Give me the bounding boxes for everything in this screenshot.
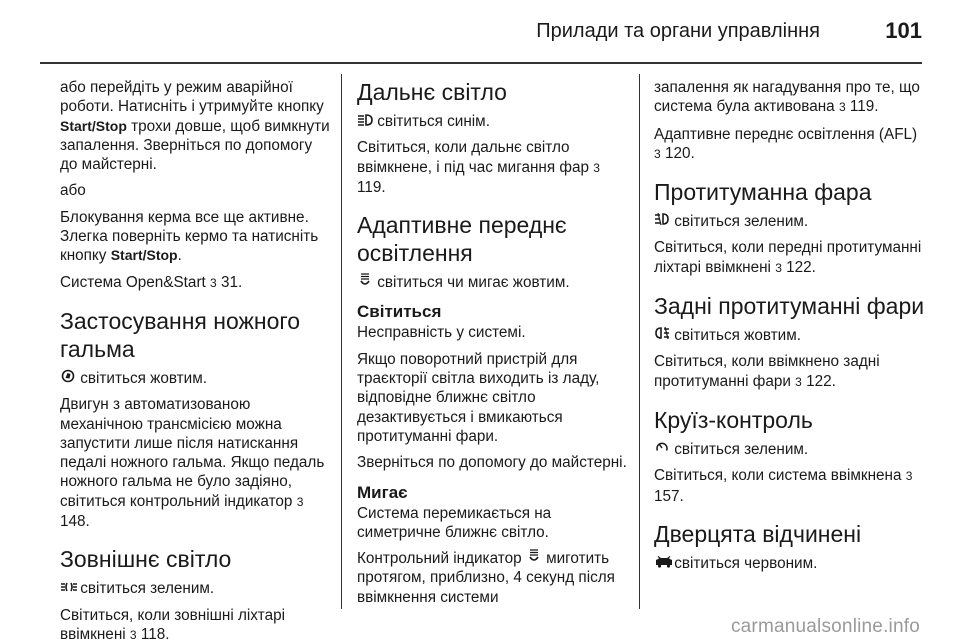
page-title: Прилади та органи управління: [536, 20, 820, 42]
watermark: carmanualsonline.info: [730, 616, 920, 637]
cruise-control-icon: [654, 440, 670, 459]
paragraph: Світиться, коли зовнішні ліхтарі ввімкнені 3 118.: [60, 606, 286, 642]
section-heading: Зовнішнє світло: [60, 546, 232, 573]
column-divider: [639, 74, 640, 609]
subsection-heading: Мигає: [357, 482, 408, 502]
indicator-line: світиться зеленим.: [654, 440, 926, 459]
adaptive-light-icon: [526, 549, 542, 568]
front-fog-light-icon: [654, 212, 670, 231]
exterior-light-icon: [60, 579, 76, 598]
paragraph: запалення як нагадування про те, що система була активована 3 119.: [654, 79, 920, 116]
section-heading: Застосування ножного гальма: [60, 307, 301, 362]
page-ref-icon: 3: [129, 627, 137, 642]
indicator-line: світиться червоним.: [654, 554, 926, 573]
page-header: [0, 0, 960, 62]
paragraph: Система перемикається на симетричне ближнє світло.: [357, 504, 552, 541]
paragraph: Блокування керма все ще активне. Злегка поверніть кермо та натисніть кнопку Start/Stop.: [60, 208, 319, 265]
page-ref-icon: 3: [838, 100, 846, 115]
page-ref-icon: 3: [775, 260, 782, 275]
column-left: [60, 78, 332, 642]
paragraph: Адаптивне переднє освітлення (AFL) 3 120.: [654, 125, 918, 162]
paragraph: Світиться, коли передні протитуманні ліхтарі ввімкнені 3 122.: [654, 239, 922, 276]
paragraph: Зверніться по допомогу до майстерні.: [357, 454, 627, 472]
page-ref-icon: 3: [654, 146, 661, 161]
paragraph: Якщо поворотний пристрій для траєкторії світла виходить із ладу, відповідне ближнє світло дезактивується і вмикаються протитуманні фари.: [357, 350, 600, 445]
paragraph: Двигун з автоматизованою механічною трансмісією можна запустити лише після натискання педалі ножного гальма. Якщо педаль ножного гальма не було задіяно, світиться контрольний індикатор 3 148.: [60, 396, 325, 531]
adaptive-light-icon: [357, 273, 373, 292]
subsection-heading: Світиться: [357, 302, 442, 322]
indicator-line: світиться чи мигає жовтим.: [357, 273, 629, 292]
paragraph: Контрольний індикатор миготить протягом, приблизно, 4 секунд після ввімкнення системи: [357, 550, 615, 606]
door-open-icon: [654, 554, 670, 573]
indicator-line: світиться зеленим.: [60, 579, 332, 598]
indicator-line: світиться жовтим.: [654, 326, 926, 345]
paragraph: Світиться, коли ввімкнено задні протитуманні фари 3 122.: [654, 353, 880, 390]
page-ref-icon: 3: [795, 374, 802, 389]
start-stop-key: Start/Stop: [110, 247, 178, 264]
page-ref-icon: 3: [296, 494, 304, 509]
high-beam-icon: [357, 112, 373, 131]
page-ref-icon: 3: [210, 275, 217, 290]
section-heading: Задні протитуманні фари: [654, 293, 925, 320]
page-ref-icon: 3: [905, 469, 913, 484]
foot-brake-icon: [60, 369, 76, 388]
paragraph: або перейдіть у режим аварійної роботи. Натисніть і утримуйте кнопку Start/Stop трохи довше, щоб вимкнути запалення. Зверніться по допомогу до майстерні.: [60, 79, 330, 174]
section-heading: Дальнє світло: [357, 79, 507, 105]
section-heading: Дверцята відчинені: [654, 520, 862, 547]
paragraph: або: [60, 182, 86, 200]
paragraph: Система Open&Start 3 31.: [60, 273, 243, 291]
page-ref-icon: 3: [593, 160, 600, 175]
paragraph: Світиться, коли дальнє світло ввімкнене, і під час мигання фар 3 119.: [357, 139, 600, 196]
header-divider: [40, 62, 922, 64]
start-stop-key: Start/Stop: [60, 117, 127, 134]
column-divider: [341, 74, 342, 609]
indicator-line: світиться жовтим.: [60, 369, 332, 388]
page-number: 101: [885, 18, 922, 43]
indicator-line: світиться синім.: [357, 112, 629, 131]
column-right: [654, 78, 926, 580]
column-middle: [357, 78, 629, 614]
rear-fog-light-icon: [654, 326, 670, 345]
paragraph: Світиться, коли система ввімкнена 3 157.: [654, 467, 913, 505]
paragraph: Несправність у системі.: [357, 324, 526, 342]
section-heading: Круїз-контроль: [654, 406, 813, 433]
section-heading: Протитуманна фара: [654, 179, 872, 206]
section-heading: Адаптивне переднє освітлення: [357, 212, 567, 267]
indicator-line: світиться зеленим.: [654, 212, 926, 231]
